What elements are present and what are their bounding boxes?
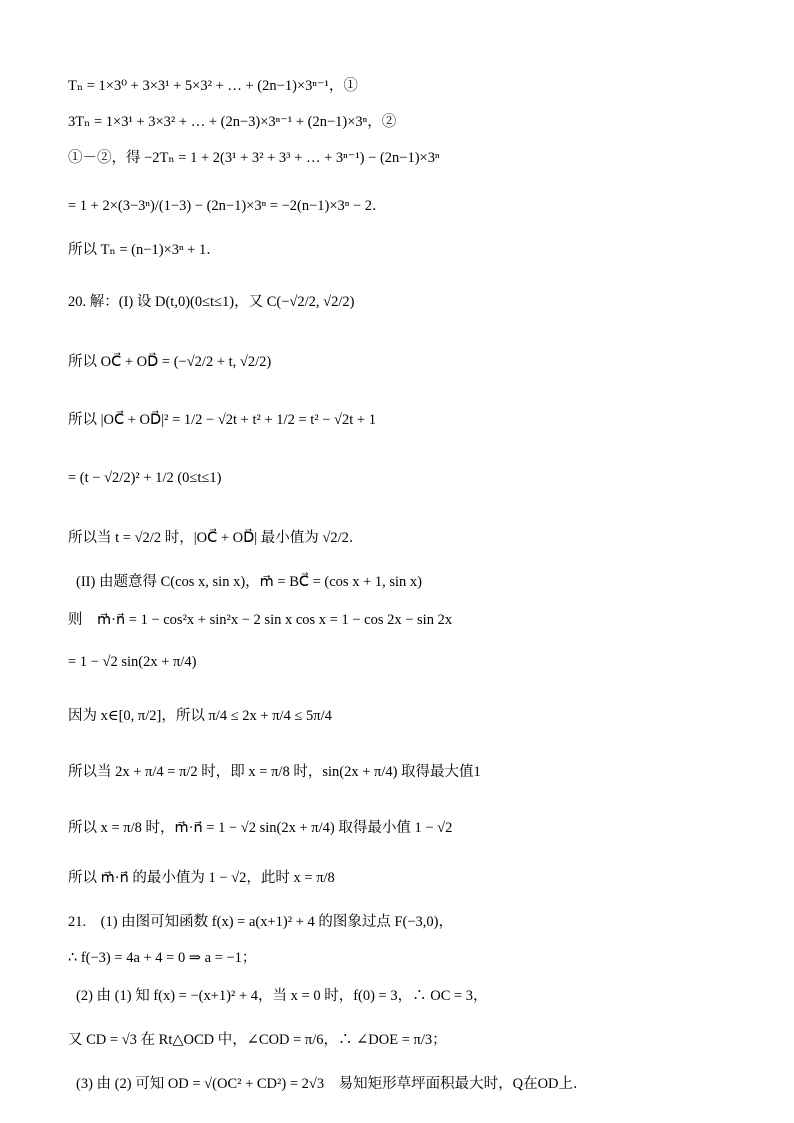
q20-min-value: 所以当 t = √2/2 时，|OC⃗ + OD⃗| 最小值为 √2/2． xyxy=(68,530,364,546)
q20-min-case: 所以 x = π/8 时，m⃗·n⃗ = 1 − √2 sin(2x + π/4) 取得最小值 1 − √2 xyxy=(68,820,453,836)
eq-tn-result: 所以 Tₙ = (n−1)×3ⁿ + 1． xyxy=(68,242,221,258)
q20-part2-intro: (II) 由题意得 C(cos x, sin x)，m⃗ = BC⃗ = (cos x + 1, sin x) xyxy=(76,574,423,590)
eq-3tn-sum: 3Tₙ = 1×3¹ + 3×3² + … + (2n−3)×3ⁿ⁻¹ + (2n−1)×3ⁿ，② xyxy=(68,114,397,130)
q21-part1: 21. (1) 由图可知函数 f(x) = a(x+1)² + 4 的图象过点 F(−3,0)， xyxy=(68,914,454,930)
q20-conclusion: 所以 m⃗·n⃗ 的最小值为 1 − √2，此时 x = π/8 xyxy=(68,870,335,886)
q20-range: 因为 x∈[0, π/2]，所以 π/4 ≤ 2x + π/4 ≤ 5π/4 xyxy=(68,708,332,724)
q20-dot-product: 则 m⃗·n⃗ = 1 − cos²x + sin²x − 2 sin x cos x = 1 − cos 2x − sin 2x xyxy=(68,612,453,628)
q20-vector-sum: 所以 OC⃗ + OD⃗ = (−√2/2 + t, √2/2) xyxy=(68,354,272,370)
q20-sin-form: = 1 − √2 sin(2x + π/4) xyxy=(68,654,197,670)
q20-max-case: 所以当 2x + π/4 = π/2 时，即 x = π/8 时，sin(2x + π/4) 取得最大值1 xyxy=(68,764,481,780)
q20-complete-square: = (t − √2/2)² + 1/2 (0≤t≤1) xyxy=(68,470,222,486)
q21-a-value: ∴ f(−3) = 4a + 4 = 0 ⇒ a = −1； xyxy=(68,950,257,966)
q21-angle: 又 CD = √3 在 Rt△OCD 中，∠COD = π/6，∴ ∠DOE = π/3； xyxy=(68,1032,447,1048)
q20-magnitude: 所以 |OC⃗ + OD⃗|² = 1/2 − √2t + t² + 1/2 = t² − √2t + 1 xyxy=(68,412,376,428)
q21-part3: (3) 由 (2) 可知 OD = √(OC² + CD²) = 2√3 易知矩形草坪面积最大时，Q在OD上． xyxy=(76,1076,588,1092)
eq-tn-sum: Tₙ = 1×3⁰ + 3×3¹ + 5×3² + … + (2n−1)×3ⁿ⁻¹，① xyxy=(68,78,358,94)
q20-intro: 20. 解：(I) 设 D(t,0)(0≤t≤1)，又 C(−√2/2, √2/2) xyxy=(68,294,355,310)
eq-simplify: = 1 + 2×(3−3ⁿ)/(1−3) − (2n−1)×3ⁿ = −2(n−1)×3ⁿ − 2． xyxy=(68,198,387,214)
q21-part2: (2) 由 (1) 知 f(x) = −(x+1)² + 4，当 x = 0 时，f(0) = 3，∴ OC = 3， xyxy=(76,988,488,1004)
eq-subtract: ①－②，得 −2Tₙ = 1 + 2(3¹ + 3² + 3³ + … + 3ⁿ⁻¹) − (2n−1)×3ⁿ xyxy=(68,150,440,166)
